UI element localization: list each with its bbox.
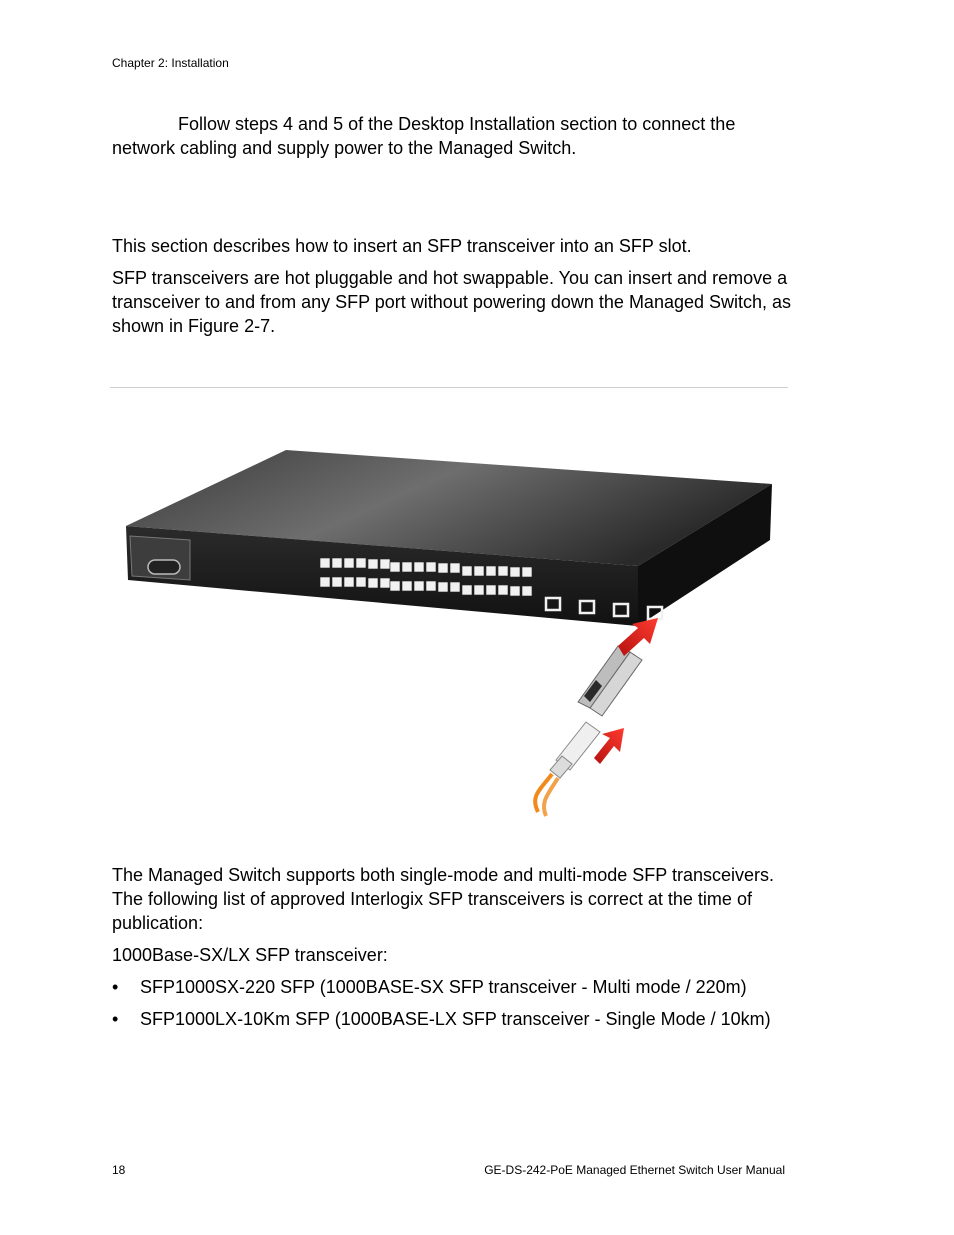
fiber-connector-icon [535,722,600,816]
section-divider [110,387,788,388]
list-item [112,975,792,999]
paragraph-transceiver-type: 1000Base-SX/LX SFP transceiver: [112,945,388,965]
manual-title: GE-DS-242-PoE Managed Ethernet Switch User Manual [484,1163,785,1177]
list-item [112,1007,792,1031]
bullet-marker: • [112,1009,119,1029]
sfp-transceiver-icon [578,646,642,716]
sfp-insertion-figure [110,440,790,820]
paragraph-connect-cabling: Follow steps 4 and 5 of the Desktop Installation section to connect the network cabling and supply power to the Managed Switch. [112,114,736,158]
list-item-text: SFP1000SX-220 SFP (1000BASE-SX SFP transceiver - Multi mode / 220m) [140,977,747,997]
paragraph-hot-swappable: SFP transceivers are hot pluggable and hot swappable. You can insert and remove a transceiver to and from any SFP port without powering down the Managed Switch, as shown in Figure 2-7. [112,268,792,336]
list-item-text: SFP1000LX-10Km SFP (1000BASE-LX SFP transceiver - Single Mode / 10km) [140,1009,771,1029]
running-header: Chapter 2: Installation [112,56,229,70]
transceiver-list [112,975,792,1039]
paragraph-section-intro: This section describes how to insert an SFP transceiver into an SFP slot. [112,236,692,256]
network-switch-icon [126,450,772,626]
page-number: 18 [112,1163,126,1177]
bullet-marker: • [112,977,119,997]
paragraph-supported-transceivers: The Managed Switch supports both single-mode and multi-mode SFP transceivers. The following list of approved Interlogix SFP transceivers is correct at the time of publication: [112,865,774,933]
